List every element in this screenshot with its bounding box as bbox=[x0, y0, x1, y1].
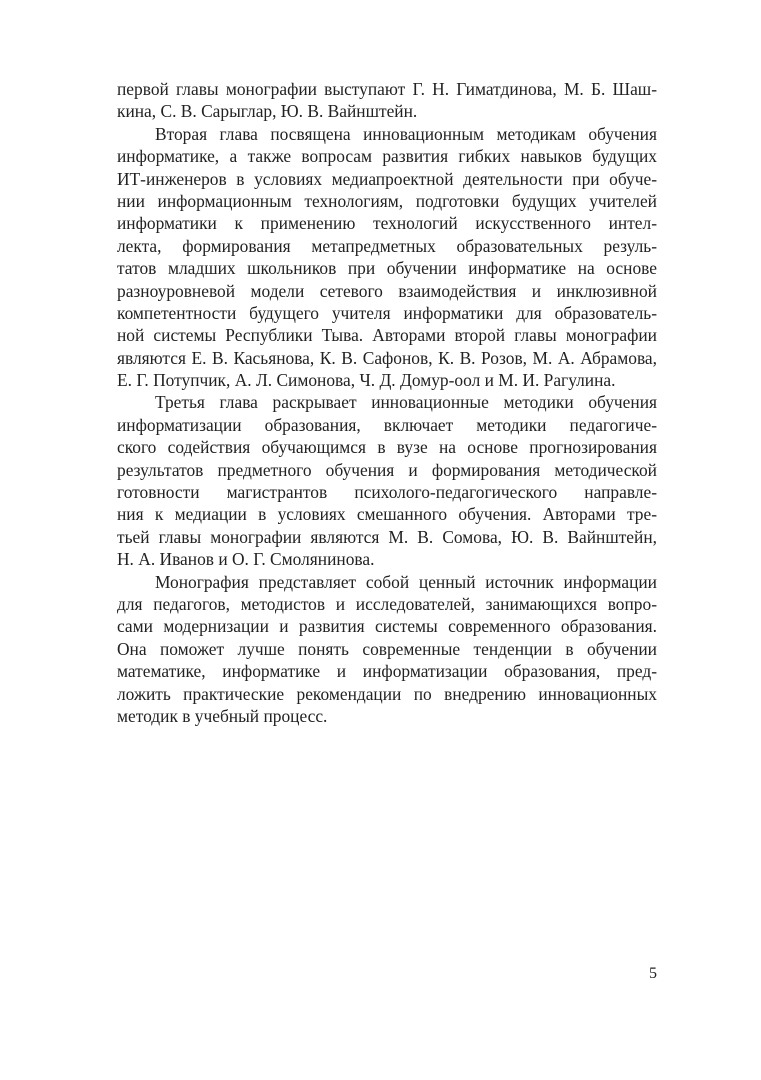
text-line: кина, С. В. Сарыглар, Ю. В. Вайнштейн. bbox=[117, 101, 418, 122]
page-number: 5 bbox=[649, 965, 657, 982]
text-line: ной системы Республики Тыва. Авторами второй главы монографии bbox=[117, 325, 657, 346]
text-line: лекта, формирования метапредметных образовательных резуль- bbox=[117, 235, 657, 256]
text-line: тьей главы монографии являются М. В. Сомова, Ю. В. Вайнштейн, bbox=[117, 526, 657, 547]
text-line: Н. А. Иванов и О. Г. Смолянинова. bbox=[117, 549, 375, 570]
text-line: Третья глава раскрывает инновационные методики обучения bbox=[155, 392, 657, 413]
document-body bbox=[117, 78, 657, 727]
text-line: информатизации образования, включает методики педагогиче- bbox=[117, 414, 657, 435]
paragraph-1 bbox=[117, 78, 657, 123]
text-line: информатики к применению технологий искусственного интел- bbox=[117, 213, 657, 234]
text-line: являются Е. В. Касьянова, К. В. Сафонов, К. В. Розов, М. А. Абрамова, bbox=[117, 347, 657, 368]
paragraph-4 bbox=[117, 571, 657, 728]
text-line: для педагогов, методистов и исследователей, занимающихся вопро- bbox=[117, 593, 657, 614]
text-line: разноуровневой модели сетевого взаимодействия и инклюзивной bbox=[117, 280, 657, 301]
text-line: ИТ-инженеров в условиях медиапроектной деятельности при обуче- bbox=[117, 168, 657, 189]
text-line: ложить практические рекомендации по внедрению инновационных bbox=[117, 683, 657, 704]
text-line: информатике, а также вопросам развития гибких навыков будущих bbox=[117, 146, 657, 167]
text-line: компетентности будущего учителя информатики для образователь- bbox=[117, 302, 657, 323]
text-line: математике, информатике и информатизации образования, пред- bbox=[117, 661, 657, 682]
text-line: сами модернизации и развития системы современного образования. bbox=[117, 616, 657, 637]
text-line: Е. Г. Потупчик, А. Л. Симонова, Ч. Д. Домур-оол и М. И. Рагулина. bbox=[117, 370, 616, 391]
text-line: первой главы монографии выступают Г. Н. Гиматдинова, М. Б. Шаш- bbox=[117, 79, 657, 99]
text-line: готовности магистрантов психолого-педагогического направле- bbox=[117, 482, 657, 503]
text-line: нии информационным технологиям, подготовки будущих учителей bbox=[117, 190, 657, 211]
text-line: ского содействия обучающимся в вузе на основе прогнозирования bbox=[117, 437, 657, 458]
paragraph-2 bbox=[117, 123, 657, 392]
text-line: Она поможет лучше понять современные тенденции в обучении bbox=[117, 638, 657, 659]
text-line: Вторая глава посвящена инновационным методикам обучения bbox=[155, 123, 657, 144]
text-line: результатов предметного обучения и формирования методической bbox=[117, 459, 657, 480]
text-line: Монография представляет собой ценный источник информации bbox=[155, 571, 657, 592]
text-line: методик в учебный процесс. bbox=[117, 705, 328, 726]
paragraph-3 bbox=[117, 391, 657, 570]
text-line: татов младших школьников при обучении информатике на основе bbox=[117, 258, 657, 279]
text-line: ния к медиации в условиях смешанного обучения. Авторами тре- bbox=[117, 504, 657, 525]
